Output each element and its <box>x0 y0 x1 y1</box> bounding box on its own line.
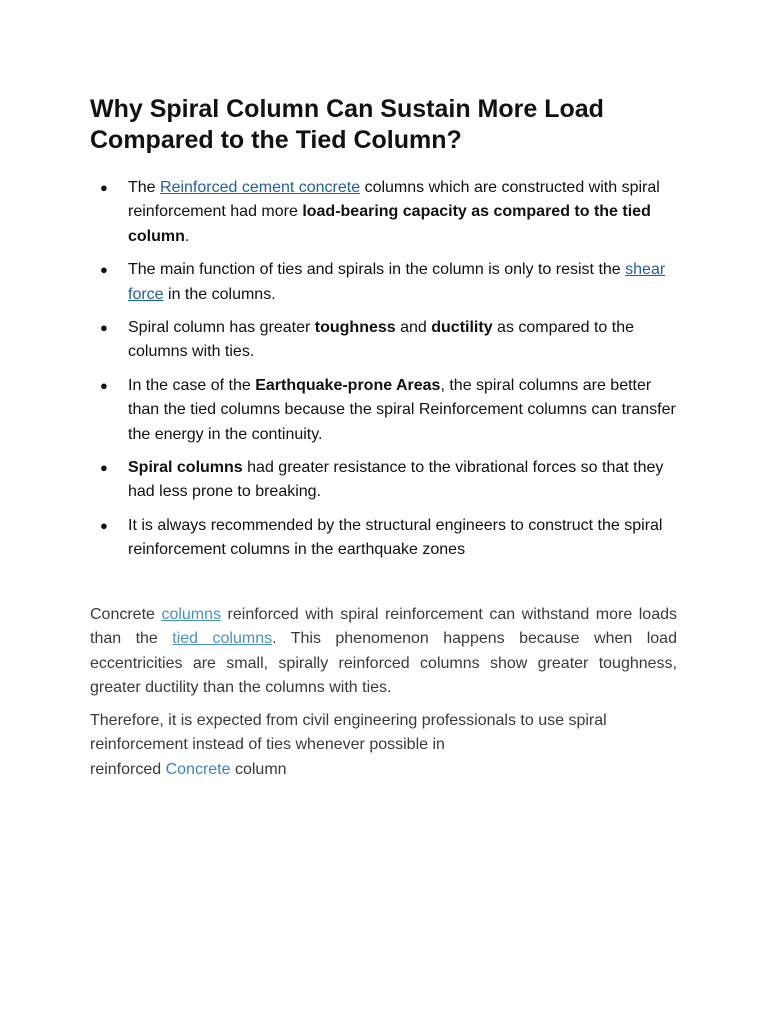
paragraph-text: reinforced <box>90 760 166 778</box>
list-item <box>90 176 680 249</box>
word: possible <box>369 736 429 754</box>
list-item <box>90 514 680 563</box>
paragraph <box>90 709 677 782</box>
paragraph-line <box>90 758 677 782</box>
bullet-icon: ● <box>100 320 108 336</box>
word: whenever <box>295 736 365 754</box>
bullet-bold-text: load-bearing capacity as compared to the tied column <box>128 203 651 245</box>
bullet-text: The <box>128 179 161 196</box>
bullet-icon: ● <box>100 460 108 476</box>
paragraph-text: column <box>230 760 287 778</box>
bullet-text: as compared to the columns with ties. <box>128 319 635 361</box>
bullet-text: It is always recommended by the structural engineers to construct the spiral reinforcement columns in the earthquake zones <box>128 516 663 559</box>
bullet-bold-text: Earthquake-prone Areas <box>255 376 441 394</box>
bullet-text: columns which are constructed with spiral reinforcement had more <box>128 179 660 221</box>
bullet-icon: ● <box>100 377 108 393</box>
word: of <box>248 736 262 754</box>
link-concrete[interactable]: Concrete <box>165 760 231 778</box>
paragraph-text: . This phenomenon happens because when load eccentricities are small, spirally reinforced columns show greater toughness, greater ductility than the columns with ties. <box>90 630 677 697</box>
link-reinforced-cement-concrete[interactable]: Reinforced cement concrete <box>160 179 361 196</box>
list-item <box>90 316 680 365</box>
bullet-bold-text: ductility <box>431 319 493 337</box>
paragraph-line <box>90 709 677 733</box>
list-item <box>90 456 680 505</box>
paragraph-text: reinforced with spiral reinforcement can withstand more loads than the <box>90 606 677 648</box>
page-title: Why Spiral Column Can Sustain More Load Compared to the Tied Column? <box>90 95 604 154</box>
link-columns[interactable]: columns <box>161 606 222 623</box>
bullet-text: in the columns. <box>163 285 276 303</box>
bullet-icon: ● <box>100 262 108 278</box>
word: ties <box>266 736 292 754</box>
list-item <box>90 374 680 447</box>
bullet-icon: ● <box>100 517 108 533</box>
bullet-text: and <box>395 319 432 337</box>
bullet-text: Spiral column has greater <box>128 319 315 337</box>
link-shear-force[interactable]: shear force <box>128 261 666 303</box>
paragraph-line <box>90 733 677 757</box>
bullet-text: . <box>184 227 190 245</box>
bullet-text: , the spiral columns are better than the tied columns because the spiral Reinforcement columns can transfer the energy in the continuity. <box>128 376 676 443</box>
bullet-text: had greater resistance to the vibrational forces so that they had less prone to breaking. <box>128 459 664 501</box>
paragraph-text: Concrete <box>90 606 162 623</box>
word: in <box>432 736 445 754</box>
list-item <box>90 258 680 307</box>
paragraph <box>90 603 677 701</box>
bullet-text: The main function of ties and spirals in the column is only to resist the <box>128 261 626 279</box>
bullet-bold-text: Spiral columns <box>128 459 243 477</box>
bullet-list <box>90 176 680 572</box>
bullet-text: In the case of the <box>128 376 256 394</box>
bullet-icon: ● <box>100 180 108 195</box>
bullet-bold-text: toughness <box>314 319 396 337</box>
word: reinforcement <box>90 736 188 754</box>
word: instead <box>192 736 244 754</box>
paragraph-text: Therefore, it is expected from civil engineering professionals to use spiral <box>90 712 607 729</box>
link-tied-columns[interactable]: tied columns <box>172 630 273 648</box>
